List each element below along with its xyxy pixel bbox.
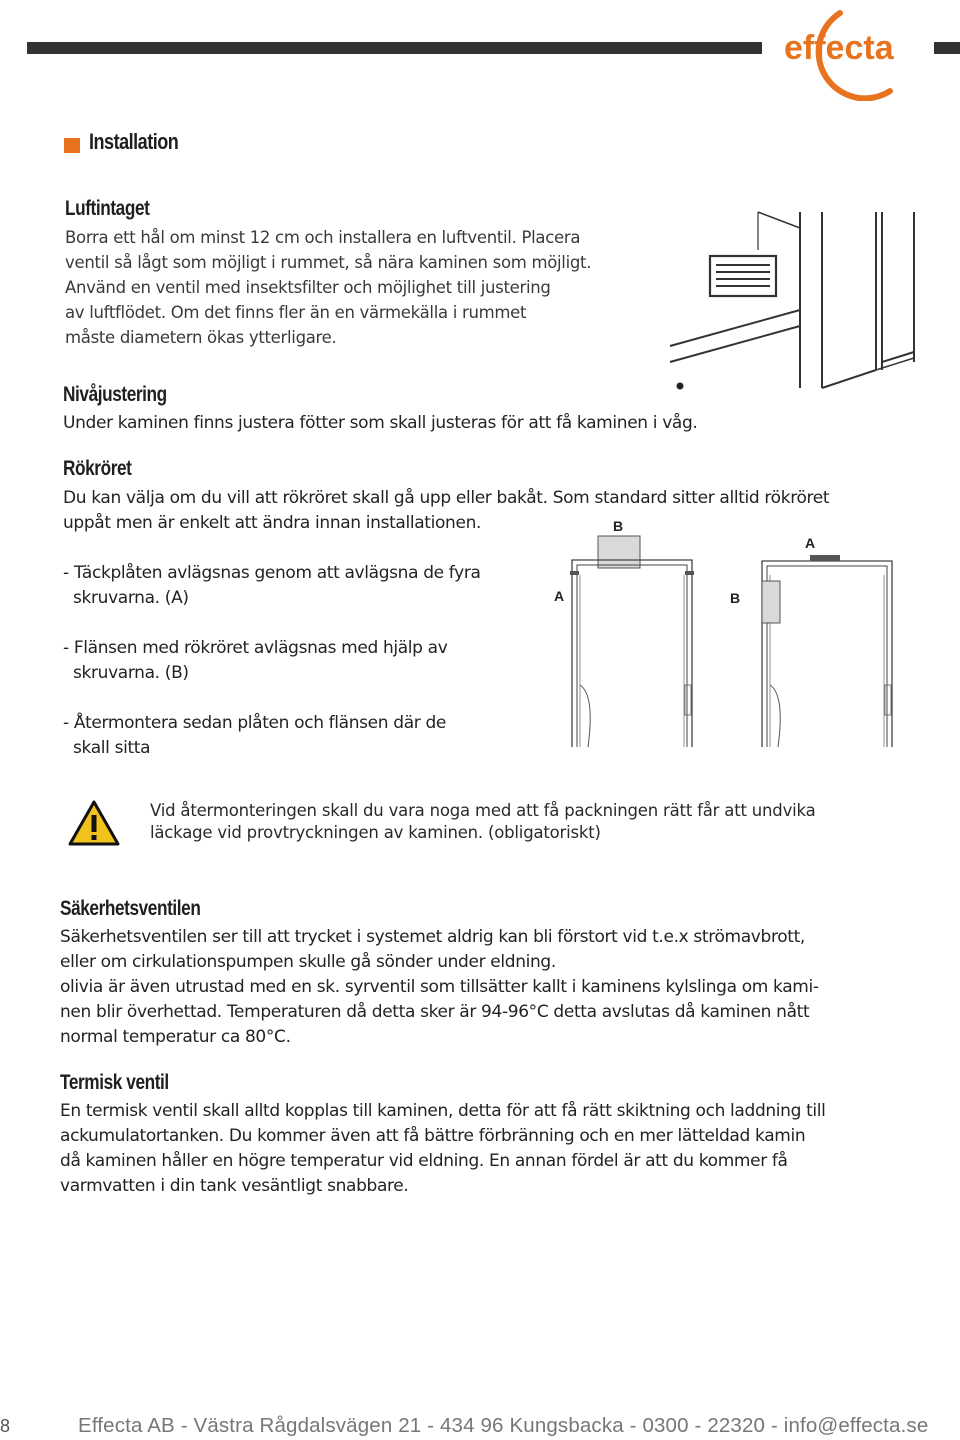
termisk-heading: Termisk ventil: [60, 1071, 169, 1094]
section-marker: [64, 138, 80, 153]
step-line: - Återmontera sedan plåten och flänsen där de: [63, 713, 447, 733]
text-line: Använd en ventil med insektsfilter och möjlighet till justering: [65, 278, 551, 297]
text-line: ackumulatortanken. Du kommer även att få bättre förbränning och en mer lätteldad kamin: [60, 1126, 806, 1146]
logo-text: effecta: [784, 29, 894, 67]
label-b-side: B: [730, 590, 741, 606]
text-line: Borra ett hål om minst 12 cm och installera en luftventil. Placera: [65, 228, 581, 247]
text-line: då kaminen håller en högre temperatur vid eldning. En annan fördel är att du kommer få: [60, 1151, 788, 1171]
label-a-top: A: [805, 535, 816, 551]
text-line: uppåt men är enkelt att ändra innan installationen.: [63, 513, 482, 533]
diagram-pipe-up: [554, 518, 694, 747]
warning-line: Vid återmonteringen skall du vara noga med att få packningen rätt får att undvika: [150, 801, 816, 820]
step-line: skall sitta: [73, 738, 151, 758]
text-line: av luftflödet. Om det finns fler än en värmekälla i rummet: [65, 303, 527, 322]
text-line: Säkerhetsventilen ser till att trycket i systemet aldrig kan bli förstort vid t.e.x strömavbrott,: [60, 927, 805, 947]
step-line: - Täckplåten avlägsnas genom att avlägsna de fyra: [63, 563, 481, 583]
step-line: skruvarna. (B): [73, 663, 189, 683]
rokroret-heading: Rökröret: [63, 457, 132, 480]
diagram-pipe-back: [730, 535, 892, 747]
text-line: olivia är även utrustad med en sk. syrventil som tillsätter kallt i kaminens kylslinga om kami-: [60, 977, 819, 997]
sakerhetsventilen-heading: Säkerhetsventilen: [60, 897, 201, 920]
termisk-text: [60, 1099, 826, 1199]
luftintaget-heading: Luftintaget: [65, 197, 150, 220]
text-line: måste diametern ökas ytterligare.: [65, 328, 337, 347]
page-number: 8: [0, 1416, 11, 1436]
step-line: skruvarna. (A): [73, 588, 189, 608]
rokroret-step-a: [63, 561, 481, 611]
nivajustering-heading: Nivåjustering: [63, 383, 167, 406]
text-line: varmvatten i din tank vesäntligt snabbare.: [60, 1176, 409, 1196]
air-vent-illustration: [666, 210, 916, 392]
text-line: Du kan välja om du vill att rökröret skall gå upp eller bakåt. Som standard sitter alltid rökröret: [63, 488, 830, 508]
section-title: Installation: [89, 129, 179, 154]
flue-pipe-diagram: [540, 515, 905, 750]
step-line: - Flänsen med rökröret avlägsnas med hjälp av: [63, 638, 448, 658]
luftintaget-text: [65, 225, 591, 350]
label-a-side: A: [554, 588, 565, 604]
text-line: nen blir överhettad. Temperaturen då detta sker är 94-96°C detta avslutas då kaminen nått: [60, 1002, 810, 1022]
text-line: normal temperatur ca 80°C.: [60, 1027, 291, 1047]
text-line: eller om cirkulationspumpen skulle gå sönder under eldning.: [60, 952, 556, 972]
warning-triangle-icon: [68, 800, 120, 846]
warning-line: läckage vid provtryckningen av kaminen. (obligatoriskt): [150, 823, 601, 842]
rokroret-step-c: [63, 711, 446, 761]
text-line: ventil så lågt som möjligt i rummet, så nära kaminen som möjligt.: [65, 253, 592, 272]
header-bar: [27, 42, 762, 54]
label-b-top: B: [613, 518, 624, 534]
sakerhetsventilen-text: [60, 925, 819, 1050]
footer-address: Effecta AB - Västra Rågdalsvägen 21 - 434 96 Kungsbacka - 0300 - 22320 - info@effecta.se: [78, 1414, 929, 1437]
warning-text: [150, 800, 816, 844]
nivajustering-text: Under kaminen finns justera fötter som skall justeras för att få kaminen i våg.: [63, 413, 698, 433]
effecta-logo: [770, 3, 930, 101]
header-bar-end: [934, 42, 960, 54]
text-line: En termisk ventil skall alltd kopplas till kaminen, detta för att få rätt skiktning och laddning till: [60, 1101, 826, 1121]
rokroret-step-b: [63, 636, 447, 686]
